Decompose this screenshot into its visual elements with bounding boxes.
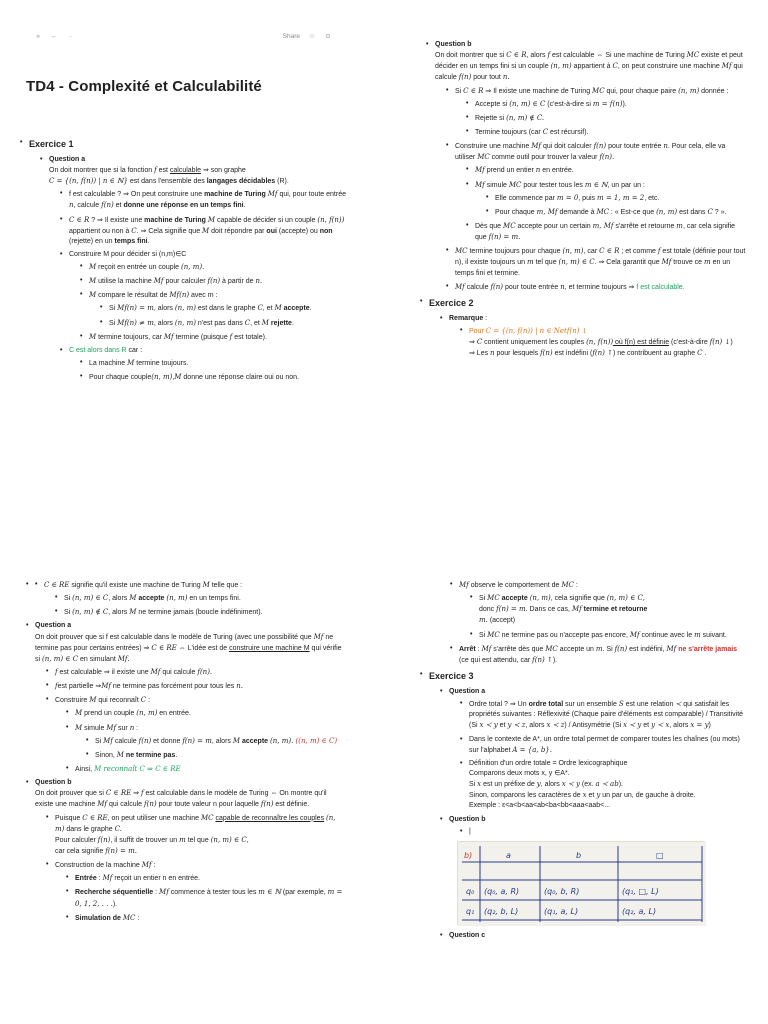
list-item: • C ∈ R ? ⇒ Il existe une machine de Turing M capable de décider si un couple (n, f(n)) appartient ou non à C. ⇒ Cela signifie que M doit répondre par oui (accepte) ou non (rejette) en un temps fini. — [60, 215, 346, 247]
list-item: • Si (n, m) ∈ C, alors M accepte (n, m) en un temps fini. — [55, 593, 346, 604]
doc-title: TD4 - Complexité et Calculabilité — [26, 78, 262, 95]
exercice-heading: • Exercice 2 — [429, 297, 474, 308]
question-heading: • Question a — [49, 155, 86, 163]
list-item: • M prend un couple (n, m) en entrée. — [66, 708, 346, 719]
list-item: • Construire une machine Mf qui doit calculer f(n) pour toute entrée n. Pour cela, elle va utiliser MC comme outil pour trouver la valeur f(n). • Mf prend un entier n en entrée. • Mf simule MC pour tester tous les m ∈ ℕ, un par un : • Elle commence par m = 0, puis m = 1, m = 2, etc. • Pour chaque m, Mf demande à MC : « Est-ce que (n, m) est dans C ? ». • Dès que MC accepte pour un certain m, Mf s'arrête et retourne m, car cela signifie que f(n) = m. — [446, 141, 746, 243]
list-item: • Mf simule MC pour tester tous les m ∈ ℕ, un par un : • Elle commence par m = 0, puis m = 1, m = 2, etc. • Pour chaque m, Mf demande à MC : « Est-ce que (n, m) est dans C ? ». — [466, 180, 746, 218]
expand-icon[interactable]: » — [36, 33, 40, 41]
list-item: • Sinon, M ne termine pas. — [86, 750, 346, 761]
list-item: • Si MC accepte (n, m), cela signifie que (n, m) ∈ C, donc f(n) = m. Dans ce cas, Mf termine et retourne m. (accept) — [470, 593, 746, 626]
list-item: • Construire M qui reconnaît C : • M prend un couple (n, m) en entrée. • M simule Mf sur n : • Si Mf calcule f(n) et donne f(n) = m, alors M accepte (n, m). ((n, m) ∈ C) • Sinon, M ne termine pas. • Ainsi, M reconnaît C ⇒ C ∈ RE — [46, 695, 346, 775]
list-item: • Entrée : Mf reçoit un entier n en entrée. — [66, 873, 346, 884]
question-a: • Question a On doit montrer que si la fonction f est calculable ⇒ son graphe C = {(n, f(n)) | n ∈ ℕ} est dans l'ensemble des langages décidables (R). • f est calculable ? ⇒ On peut construire une machine de Turing Mf qui, pour toute entrée n, calcule f(n) et donne une réponse en un temps fini. • C ∈ R ? ⇒ Il existe une machine de Turing M capable de décider si un couple (n, f(n)) appartient ou non à C. ⇒ Cela signifie que M doit répondre par oui (accepte) ou non (rejette) en un temps fini. • Construire M pour décider si (n,m)∈C • M reçoit en entrée un couple (n, m). • M utilise la machine Mf pour calculer f(n) à partir de n. • M compare le résultat de Mf(n) avec m : • Si Mf(n) = m, alors (n, m) est dans le graphe C, et M accepte. • Si Mf(n) ≠ m, alors (n, m) n'est pas dans C, et M rejette. • M termine toujours, car Mf termine (puisque f est totale). • C est alors dans R car : • La machine M termine toujours. • Pour chaque couple(n, m),M donne une réponse claire oui ou non. — [40, 155, 346, 384]
handwritten-transition-table — [457, 841, 705, 925]
list-item: • M termine toujours, car Mf termine (puisque f est totale). — [80, 332, 346, 343]
list-item: • Construction de la machine Mf : • Entrée : Mf reçoit un entier n en entrée. • Recherche séquentielle : Mf commence à tester tous les m ∈ ℕ (par exemple, m = 0, 1, 2, . . .). • Simulation de MC : — [46, 860, 346, 924]
list-item: • Ordre total ? ⇒ Un ordre total sur un ensemble S est une relation ≺ qui satisfait les propriétés suivantes : Réflexivité (Chaque paire d'éléments est comparable) / Transitivité (Si x ≺ y et y ≺ z, alors x ≺ z) / Antisymétrie (Si x ≺ y et y ≺ x, alors x = y) — [460, 699, 746, 731]
list-item — [26, 580, 346, 618]
list-item: • Si Mf(n) ≠ m, alors (n, m) n'est pas dans C, et M rejette. — [100, 318, 346, 329]
list-item: • f est calculable ? ⇒ On peut construire une machine de Turing Mf qui, pour toute entrée n, calcule f(n) et donne une réponse en un temps fini. — [60, 189, 346, 211]
table-cell: (q₂, b, L) — [484, 906, 519, 916]
exercice-1 — [20, 138, 346, 384]
list-item: • C est alors dans R car : • La machine M termine toujours. • Pour chaque couple(n, m),M donne une réponse claire oui ou non. — [60, 346, 346, 383]
table-corner: b) — [464, 850, 473, 860]
question-b: • Question b On doit montrer que si C ∈ R, alors f est calculable ⇔ Si une machine de Turing MC existe et peut décider en un temps fini si un couple (n, m) appartient à C, on peut construire une machine Mf qui calcule f(n) pour tout n. • Si C ∈ R ⇒ Il existe une machine de Turing MC qui, pour chaque paire (n, m) donnée : • Accepte si (n, m) ∈ C (c'est-à-dire si m = f(n)). • Rejette si (n, m) ∉ C. • Termine toujours (car C est récursif). • Construire une machine Mf qui doit calculer f(n) pour toute entrée n. Pour cela, elle va utiliser MC comme outil pour trouver la valeur f(n). • Mf prend un entier n en entrée. • Mf simule MC pour tester tous les m ∈ ℕ, un par un : • Elle commence par m = 0, puis m = 1, m = 2, etc. • Pour chaque m, Mf demande à MC : « Est-ce que (n, m) est dans C ? ». • Dès que MC accepte pour un certain m, Mf s'arrête et retourne m, car cela signifie que f(n) = m. • MC termine toujours pour chaque (n, m), car C ∈ R ; et comme f est totale (définie pour tout n), il existe toujours un m tel que (n, m) ∈ C. ⇒ Cela garantit que Mf trouve ce m en un temps fini et termine. • Mf calcule f(n) pour toute entrée n, et termine toujours ⇒ f est calculable. — [426, 40, 746, 293]
question-a: • Question a On doit prouver que si f est calculable dans le modèle de Turing (avec une possibilité que Mf ne termine pas pour certains entrées) ⇒ C ∈ RE ⇔ L'idée est de construire une machine M qui vérifie si (n, m) ∈ C en simulant Mf. • f est calculable ⇒ il existe une Mf qui calcule f(n). • fest partielle ⇒Mf ne termine pas forcément pour tous les n. • Construire M qui reconnaît C : • M prend un couple (n, m) en entrée. • M simule Mf sur n : • Si Mf calcule f(n) et donne f(n) = m, alors M accepte (n, m). ((n, m) ∈ C) • Sinon, M ne termine pas. • Ainsi, M reconnaît C ⇒ C ∈ RE — [26, 621, 346, 775]
remark: • Remarque : • Pour C = {(n, f(n)) | n ∈ Netf(n) ↓ ⇒ C contient uniquement les couples (n, f(n)) où f(n) est définie (c'est-à-dire f(n) ↓) ⇒ Les n pour lesquels f(n) est indéfini (f(n) ↑) ne contribuent au graphe C . — [440, 314, 746, 360]
question-c — [440, 931, 746, 941]
list-item: • Accepte si (n, m) ∈ C (c'est-à-dire si m = f(n)). — [466, 99, 746, 110]
exercice-heading: • Exercice 3 — [429, 670, 474, 681]
list-item: • Définition d'un ordre totale = Ordre lexicographique Comparons deux mots x, y ∈A*. Si x est un préfixe de y, alors x ≺ y (ex. a ≺ ab). Sinon, comparons les caractères de x et y un par un, de gauche à droite. Exemple : ε<a<b<aa<ab<ba<bb<aaa<aab<... — [460, 759, 746, 812]
list-item: • La machine M termine toujours. — [80, 358, 346, 369]
question-heading: • Question a — [35, 622, 72, 630]
list-item: • M simule Mf sur n : • Si Mf calcule f(n) et donne f(n) = m, alors M accepte (n, m). ((n, m) ∈ C) • Sinon, M ne termine pas. — [66, 723, 346, 761]
list-item: • Si Mf(n) = m, alors (n, m) est dans le graphe C, et M accepte. — [100, 303, 346, 314]
list-item: • M reçoit en entrée un couple (n, m). — [80, 262, 346, 273]
list-item: • Termine toujours (car C est récursif). — [466, 127, 746, 138]
question-heading: • Question a — [449, 688, 486, 696]
page-1 — [20, 30, 346, 500]
text-cursor[interactable]: | — [469, 827, 471, 835]
share-button[interactable]: Share — [282, 33, 300, 41]
list-item: • fest partielle ⇒Mf ne termine pas forcément pour tous les n. — [46, 681, 346, 692]
reader-toolbar — [20, 30, 346, 44]
list-item: • Mf observe le comportement de MC : • Si MC accepte (n, m), cela signifie que (n, m) ∈ C, donc f(n) = m. Dans ce cas, Mf termine et retourne m. (accept) • Si MC ne termine pas ou n'accepte pas encore, Mf continue avec le m suivant. — [450, 580, 746, 641]
table-cell: (q₀, a, R) — [484, 886, 520, 896]
table-cell: (q₁, a, L) — [544, 906, 579, 916]
list-item: • M utilise la machine Mf pour calculer f(n) à partir de n. — [80, 276, 346, 287]
list-item: • Si Mf calcule f(n) et donne f(n) = m, alors M accepte (n, m). ((n, m) ∈ C) — [86, 736, 346, 747]
exercice-3 — [420, 670, 746, 941]
list-item: • Elle commence par m = 0, puis m = 1, m = 2, etc. — [486, 193, 746, 204]
list-item: • Pour chaque couple(n, m),M donne une réponse claire oui ou non. — [80, 372, 346, 383]
list-item: • Arrêt : Mf s'arrête dès que MC accepte un m. Si f(n) est indéfini, Mf ne s'arrête jamais (ce qui est attendu, car f(n) ↑). — [450, 644, 746, 666]
forward-arrow-icon[interactable]: → — [66, 33, 74, 41]
list-item: • Recherche séquentielle : Mf commence à tester tous les m ∈ ℕ (par exemple, m = 0, 1, 2, . . .). — [66, 887, 346, 909]
more-options-icon[interactable]: ⊙ — [325, 33, 331, 41]
list-item: • f est calculable ⇒ il existe une Mf qui calcule f(n). — [46, 667, 346, 678]
table-header: a — [506, 850, 511, 860]
question-heading: • Question b — [449, 815, 486, 823]
list-item: • Pour chaque m, Mf demande à MC : « Est-ce que (n, m) est dans C ? ». — [486, 207, 746, 218]
table-state: q₁ — [466, 906, 475, 916]
page-3 — [20, 570, 346, 1024]
list-item: • Si C ∈ R ⇒ Il existe une machine de Turing MC qui, pour chaque paire (n, m) donnée : • Accepte si (n, m) ∈ C (c'est-à-dire si m = f(n)). • Rejette si (n, m) ∉ C. • Termine toujours (car C est récursif). — [446, 86, 746, 139]
list-item: • Si MC ne termine pas ou n'accepte pas encore, Mf continue avec le m suivant. — [470, 630, 746, 641]
question-heading: • Question b — [35, 779, 72, 787]
exercice-heading: • Exercice 1 — [29, 138, 74, 149]
page-4 — [420, 570, 746, 1024]
exercice-2 — [420, 297, 746, 360]
list-item: • Ainsi, M reconnaît C ⇒ C ∈ RE — [66, 764, 346, 775]
table-cell: (q₁, □, L) — [622, 886, 659, 896]
list-item: • Si (n, m) ∉ C, alors M ne termine jamais (boucle indéfiniment). — [55, 607, 346, 618]
list-item: • Dans le contexte de A*, un ordre total permet de comparer toutes les chaînes (ou mots) sur l'alphabet A = {a, b}. — [460, 735, 746, 756]
list-item: • Rejette si (n, m) ∉ C. — [466, 113, 746, 124]
question-heading: • Question c — [449, 931, 486, 939]
list-item: • Simulation de MC : — [66, 913, 346, 924]
list-item: • • C ∈ RE signifie qu'il existe une machine de Turing M telle que : • Si (n, m) ∈ C, alors M accepte (n, m) en un temps fini. • Si (n, m) ∉ C, alors M ne termine jamais (boucle indéfiniment). — [35, 580, 346, 618]
table-header: b — [576, 850, 582, 860]
list-item: • Construire M pour décider si (n,m)∈C • M reçoit en entrée un couple (n, m). • M utilise la machine Mf pour calculer f(n) à partir de n. • M compare le résultat de Mf(n) avec m : • Si Mf(n) = m, alors (n, m) est dans le graphe C, et M accepte. • Si Mf(n) ≠ m, alors (n, m) n'est pas dans C, et M rejette. • M termine toujours, car Mf termine (puisque f est totale). — [60, 250, 346, 343]
page-2 — [420, 30, 746, 500]
list-item: • Dès que MC accepte pour un certain m, Mf s'arrête et retourne m, car cela signifie que f(n) = m. — [466, 221, 746, 243]
list-item: • M compare le résultat de Mf(n) avec m : • Si Mf(n) = m, alors (n, m) est dans le graphe C, et M accepte. • Si Mf(n) ≠ m, alors (n, m) n'est pas dans C, et M rejette. — [80, 290, 346, 328]
list-item: • Pour C = {(n, f(n)) | n ∈ Netf(n) ↓ ⇒ C contient uniquement les couples (n, f(n)) où f(n) est définie (c'est-à-dire f(n) ↓) ⇒ Les n pour lesquels f(n) est indéfini (f(n) ↑) ne contribuent au graphe C . — [460, 326, 746, 359]
list-item[interactable] — [460, 827, 746, 837]
transition-table-drawing — [458, 842, 706, 926]
list-item: • Puisque C ∈ RE, on peut utiliser une machine MC capable de reconnaître les couples (n, m) dans le graphe C. Pour calculer f(n), il suffit de trouver un m tel que (n, m) ∈ C, car cela signifie f(n) = m. — [46, 813, 346, 858]
question-b: • Question b On doit prouver que si C ∈ RE ⇒ f est calculable dans le modèle de Turing ⇔ On montre qu'il existe une machine Mf qui calcule f(n) pour toute valeur n pour laquelle f(n) est définie. • Puisque C ∈ RE, on peut utiliser une machine MC capable de reconnaître les couples (n, m) dans le graphe C. Pour calculer f(n), il suffit de trouver un m tel que (n, m) ∈ C, car cela signifie f(n) = m. • Construction de la machine Mf : • Entrée : Mf reçoit un entier n en entrée. • Recherche séquentielle : Mf commence à tester tous les m ∈ ℕ (par exemple, m = 0, 1, 2, . . .). • Simulation de MC : — [26, 778, 346, 924]
list-item: • Mf prend un entier n en entrée. — [466, 165, 746, 176]
list-item: • MC termine toujours pour chaque (n, m), car C ∈ R ; et comme f est totale (définie pour tout n), il existe toujours un m tel que (n, m) ∈ C. ⇒ Cela garantit que Mf trouve ce m en un temps fini et termine. — [446, 246, 746, 278]
list-item: • Mf calcule f(n) pour toute entrée n, et termine toujours ⇒ f est calculable. — [446, 282, 746, 293]
star-icon[interactable]: ☆ — [309, 33, 315, 41]
table-header: □ — [656, 850, 664, 860]
back-arrow-icon[interactable]: ← — [50, 33, 58, 41]
table-state: q₀ — [466, 886, 475, 896]
table-cell: (q₀, b, R) — [544, 886, 580, 896]
question-b — [440, 815, 746, 925]
question-a — [440, 687, 746, 812]
table-cell: (q₂, a, L) — [622, 906, 657, 916]
question-heading: • Question b — [435, 41, 472, 48]
